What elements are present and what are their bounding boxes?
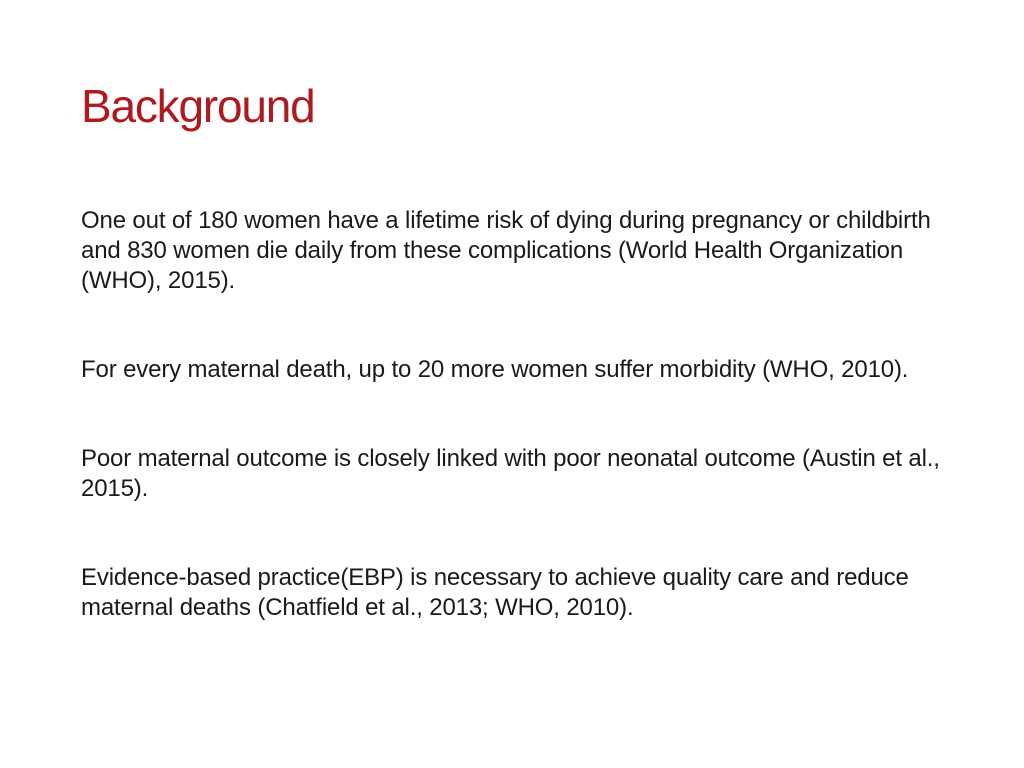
slide-body: [81, 206, 941, 623]
paragraph-neonatal-outcome: Poor maternal outcome is closely linked with poor neonatal outcome (Austin et al., 2015).: [81, 445, 940, 502]
paragraph-maternal-risk: One out of 180 women have a lifetime risk of dying during pregnancy or childbirth and 830 women die daily from these complications (World Health Organization (WHO), 2015).: [81, 207, 931, 294]
paragraph-evidence-based-practice: Evidence-based practice(EBP) is necessary to achieve quality care and reduce maternal deaths (Chatfield et al., 2013; WHO, 2010).: [81, 564, 909, 621]
slide-title: Background: [81, 80, 315, 132]
paragraph-morbidity: For every maternal death, up to 20 more women suffer morbidity (WHO, 2010).: [81, 356, 909, 383]
